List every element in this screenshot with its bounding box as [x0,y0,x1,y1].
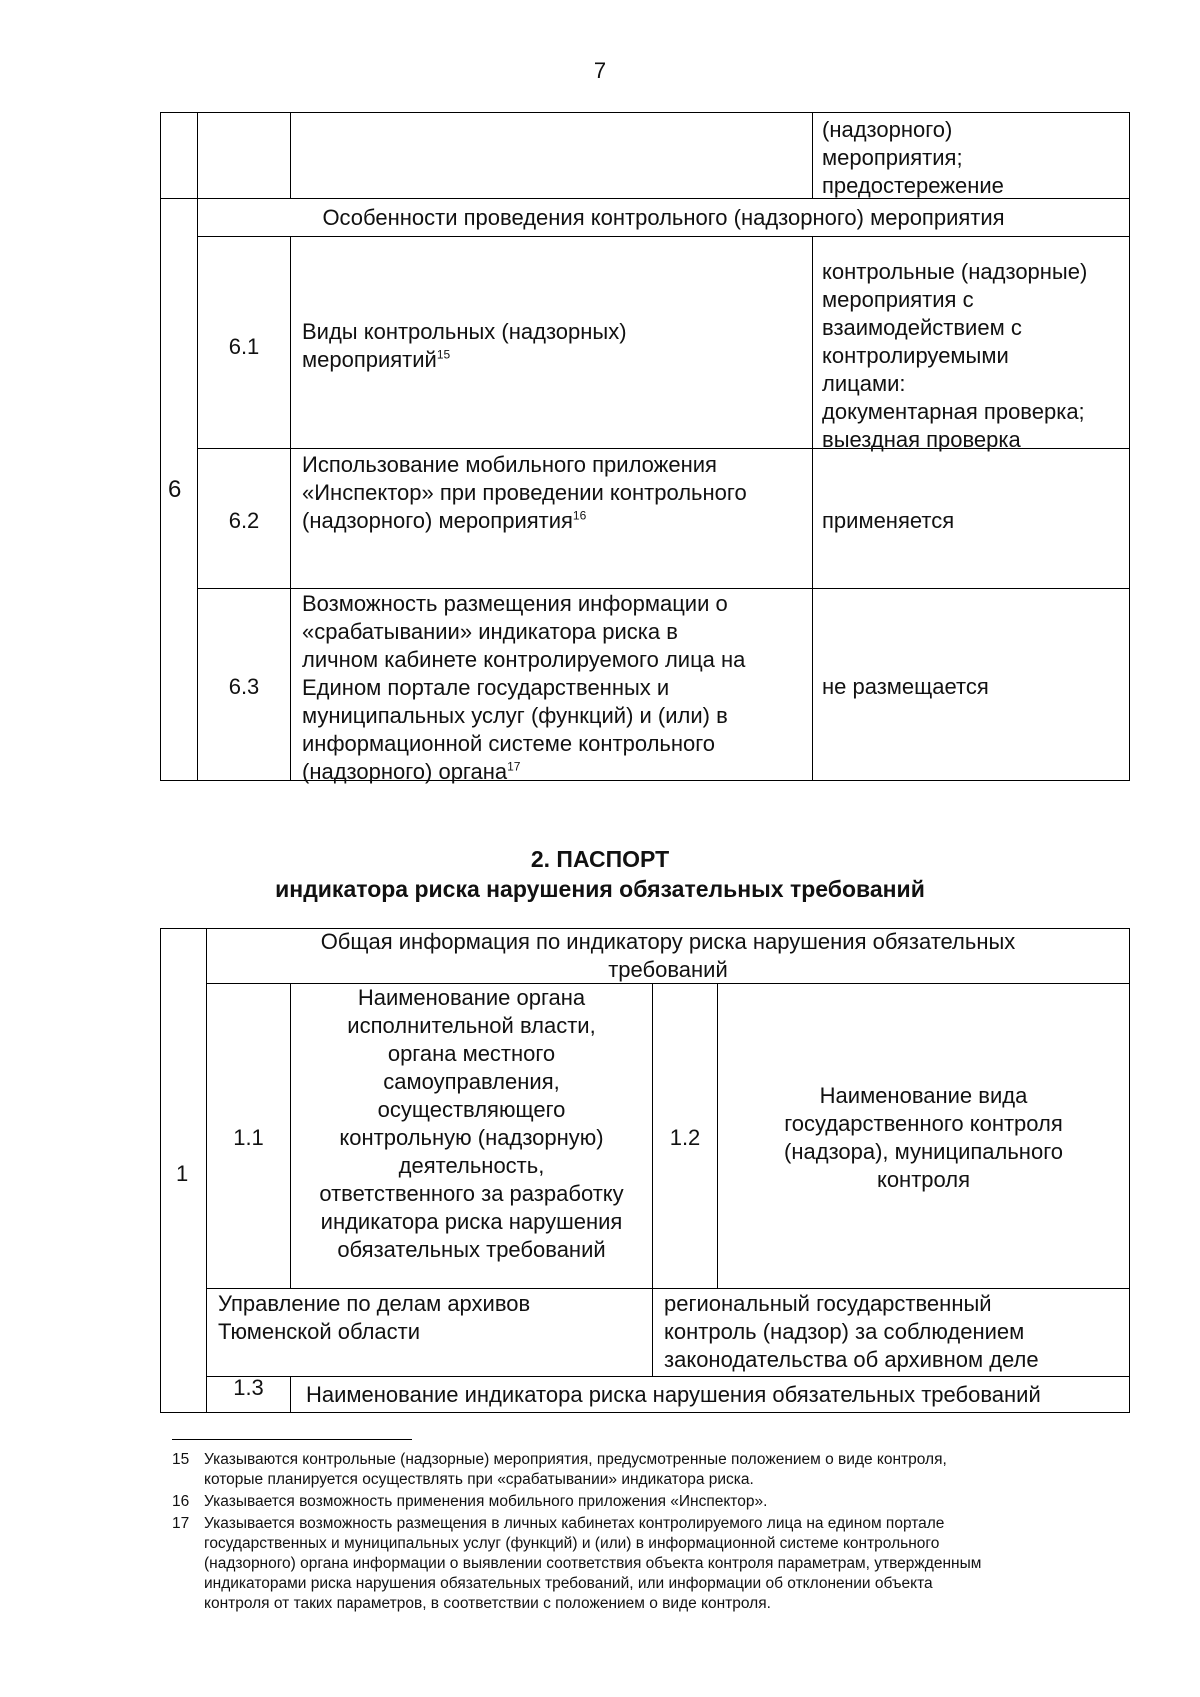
footnote [172,1514,1062,1614]
cell-label: Наименование вида государственного контроля (надзора), муниципального контроля [784,1083,1063,1192]
cell-label: Наименование органа исполнительной власти, органа местного самоуправления, осуществляющего контрольную (надзорную) деятельность, ответственного за разработку индикатора риска нарушения обязательных требований [319,985,624,1262]
footnote-ref: 15 [436,347,451,362]
cell-label: Наименование индикатора риска нарушения обязательных требований [306,1382,1041,1407]
section-number: 1 [176,1161,189,1186]
footnote-number: 15 [172,1451,190,1468]
row-value: применяется [822,508,955,533]
section-title: 2. ПАСПОРТ [530,846,670,872]
footnote-text: Указывается возможность применения мобильного приложения «Инспектор». [204,1493,768,1510]
cell-value: региональный государственный контроль (надзор) за соблюдением законодательства об архивном деле [664,1291,1039,1372]
footnote-number: 16 [172,1493,190,1510]
footnote-ref: 17 [507,759,521,774]
cell-value: Управление по делам архивов Тюменской области [218,1291,531,1344]
cell-number: 1.3 [233,1375,264,1400]
section-subtitle: индикатора риска нарушения обязательных требований [275,876,925,902]
footnote [172,1450,1062,1490]
row-number: 6.3 [228,674,260,699]
section-number: 6 [168,476,182,503]
footnote-text: Указываются контрольные (надзорные) мероприятия, предусмотренные положением о виде контроля, которые планируется осуществлять при «срабатывании» индикатора риска. [204,1451,947,1488]
footnote-ref: 16 [572,508,587,523]
row-value: не размещается [822,674,989,699]
row-label: Использование мобильного приложения «Инспектор» при проведении контрольного (надзорного) мероприятия$^{16}$ [302,452,747,533]
cell-number: 1.2 [669,1125,701,1150]
row-label: Виды контрольных (надзорных) мероприятий$^{15}$ [302,319,627,372]
row-value: контрольные (надзорные) мероприятия с взаимодействием с контролируемыми лицами: документарная проверка; выездная проверка [822,259,1088,452]
row-number: 6.2 [228,508,260,533]
row-number: 6.1 [228,334,260,359]
page-number: 7 [593,58,607,83]
footnote [172,1492,1062,1512]
cell-number: 1.1 [233,1125,264,1150]
continued-value-cell: (надзорного) мероприятия; предостережение [822,117,1004,198]
section-header: Особенности проведения контрольного (надзорного) мероприятия [322,205,1005,230]
footnote-separator [172,1439,412,1440]
row-label: Возможность размещения информации о «срабатывании» индикатора риска в личном кабинете контролируемого лица на Едином портале государственных и муниципальных услуг (функций) и (или) в информационной системе контрольного (надзорного) органа$^{17}$ [302,591,746,784]
footnote-text: Указывается возможность размещения в личных кабинетах контролируемого лица на едином портале государственных и муниципальных услуг (функций) и (или) в информационной системе контрольного (надзорного) органа информации о выявлении соответствия объекта контроля параметрам, утвержденным индикаторами риска нарушения обязательных требований, или информации об отклонении объекта контроля от таких параметров, в соответствии с положением о виде контроля. [204,1515,982,1612]
footnote-number: 17 [172,1515,190,1532]
section-header: Общая информация по индикатору риска нарушения обязательных требований [320,929,1016,982]
